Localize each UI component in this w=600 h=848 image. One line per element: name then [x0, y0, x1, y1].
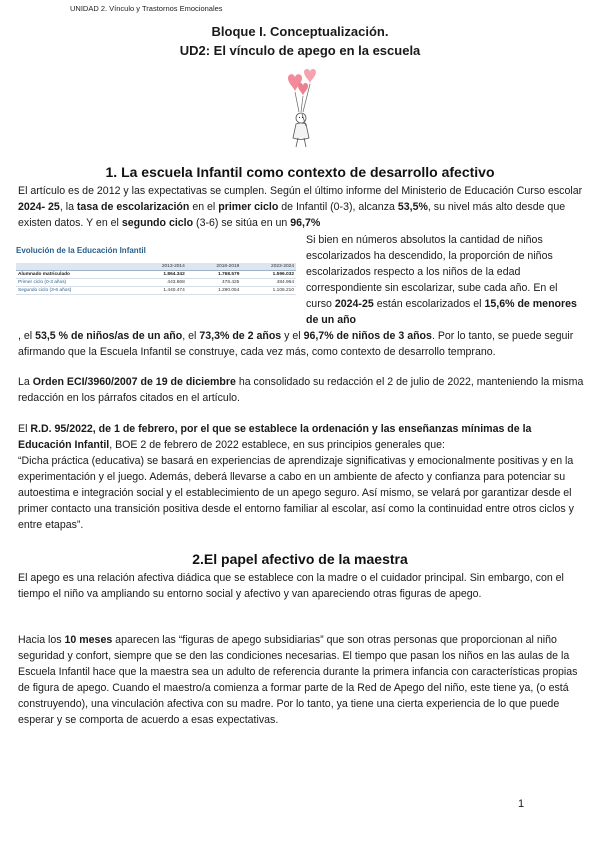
- table-row: Alumnado matriculado 1.864.342 1.768.579 1.596.032: [18, 272, 294, 277]
- title-block: [0, 22, 600, 60]
- table-row: Segundo ciclo (3-6 años) 1.440.474 1.290.054 1.106.210: [18, 288, 294, 293]
- subsidiary-figures-paragraph: Hacia los 10 meses aparecen las “figuras de apego subsidiarias” que son otras personas que proporcionan al niño seguridad y confort, siempre que se den las condiciones necesarias. El tiempo que pasan los niños en las aulas de la Escuela Infantil hace que la maestra sea un adulto de referencia durante la primera infancia con características propias de figura de apego. Cuando el maestro/a comienza a formar parte de la Red de Apego del niño, este tiene ya, (o está construyendo), una vinculación afectiva con su madre. Por lo tanto, ya tiene una cierta experiencia de lo que puede esperar y se comporta de acuerdo a esas expectativas.: [18, 634, 578, 726]
- table-header-cell: 2013-2014: [132, 263, 187, 271]
- heart-balloons-illustration: [268, 68, 334, 150]
- block-title: Bloque I. Conceptualización.: [211, 24, 389, 39]
- section-1-intro-paragraph: El artículo es de 2012 y las expectativas se cumplen. Según el último informe del Ministerio de Educación Curso escolar 2024- 25, la tasa de escolarización en el primer ciclo de Infantil (0-3), alcanza 53,5%, su nivel más alto desde que existen datos. Y en el segundo ciclo (3-6) se sitúa en un 96,7%: [18, 185, 583, 229]
- enrollment-stats-table: [16, 263, 296, 295]
- attachment-paragraph: El apego es una relación afectiva diádica que se establece con la madre o el cuidador principal. Sin embargo, con el tiempo el niño va ampliando su entorno social y afectivo y van apareciendo otras figuras de apego.: [18, 572, 564, 600]
- royal-decree-paragraph: El R.D. 95/2022, de 1 de febrero, por el que se establece la ordenación y las enseñanzas mínimas de la Educación Infantil, BOE 2 de febrero de 2022 establece, en sus principios generales que: “Dicha práctica (educativa) se basará en experiencias de aprendizaje significativas y emocionalmente positivas y en la experimentación y el juego. Además, deberá llevarse a cabo en un ambiente de afecto y confianza para potenciar su autoestima e integración social y el establecimiento de un apego seguro. Así mismo, se velará por garantizar desde el primer contacto una transición positiva desde el entorno familiar al escolar, así como la continuidad entre otros ciclos y entre etapas”.: [18, 421, 584, 533]
- running-header: UNIDAD 2. Vínculo y Trastornos Emocionales: [70, 4, 223, 13]
- enrollment-paragraph-side: Si bien en números absolutos la cantidad de niños escolarizados ha descendido, la proporción de niños escolarizados respecto a los niños de la edad correspondiente sin escolarizar, sube cada año. En el curso 2024-25 están escolarizados el 15,6% de menores de un año: [306, 234, 577, 326]
- decree-quote: “Dicha práctica (educativa) se basará en experiencias de aprendizaje significativas y emocionalmente positivas y en la experimentación y el juego. Además, deberá llevarse a cabo en un ambiente de afecto y confianza para potenciar su autoestima e integración social y el establecimiento de un apego seguro. Así mismo, se velará por garantizar desde el primer contacto una transición positiva desde el entorno familiar al escolar, así como la continuidad entre otros ciclos y entre etapas”.: [18, 455, 574, 531]
- table-header-cell: [16, 263, 132, 271]
- section-2-heading: 2.El papel afectivo de la maestra: [192, 551, 408, 567]
- table-title: Evolución de la Educación Infantil: [16, 246, 146, 255]
- page-number: 1: [518, 798, 525, 810]
- table-row: Primer ciclo (0-3 años) 443.868 478.425 484.964: [18, 280, 294, 285]
- enrollment-paragraph-continued: , el 53,5 % de niños/as de un año, el 73,3% de 2 años y el 96,7% de niños de 3 años. Por lo tanto, se puede seguir afirmando que la Escuela Infantil se construye, cada vez más, como contexto de desarrollo temprano.: [18, 330, 574, 358]
- order-eci-paragraph: La Orden ECI/3960/2007 de 19 de diciembre ha consolidado su redacción el 2 de julio de 2022, manteniendo la misma redacción en los párrafos citados en el artículo.: [18, 376, 584, 404]
- section-1-heading: 1. La escuela Infantil como contexto de desarrollo afectivo: [105, 164, 495, 180]
- table-header-cell: 2023-2024: [241, 263, 296, 271]
- enrollment-table: [16, 246, 302, 302]
- table-header-cell: 2018-2019: [187, 263, 242, 271]
- unit-title: UD2: El vínculo de apego en la escuela: [179, 43, 421, 58]
